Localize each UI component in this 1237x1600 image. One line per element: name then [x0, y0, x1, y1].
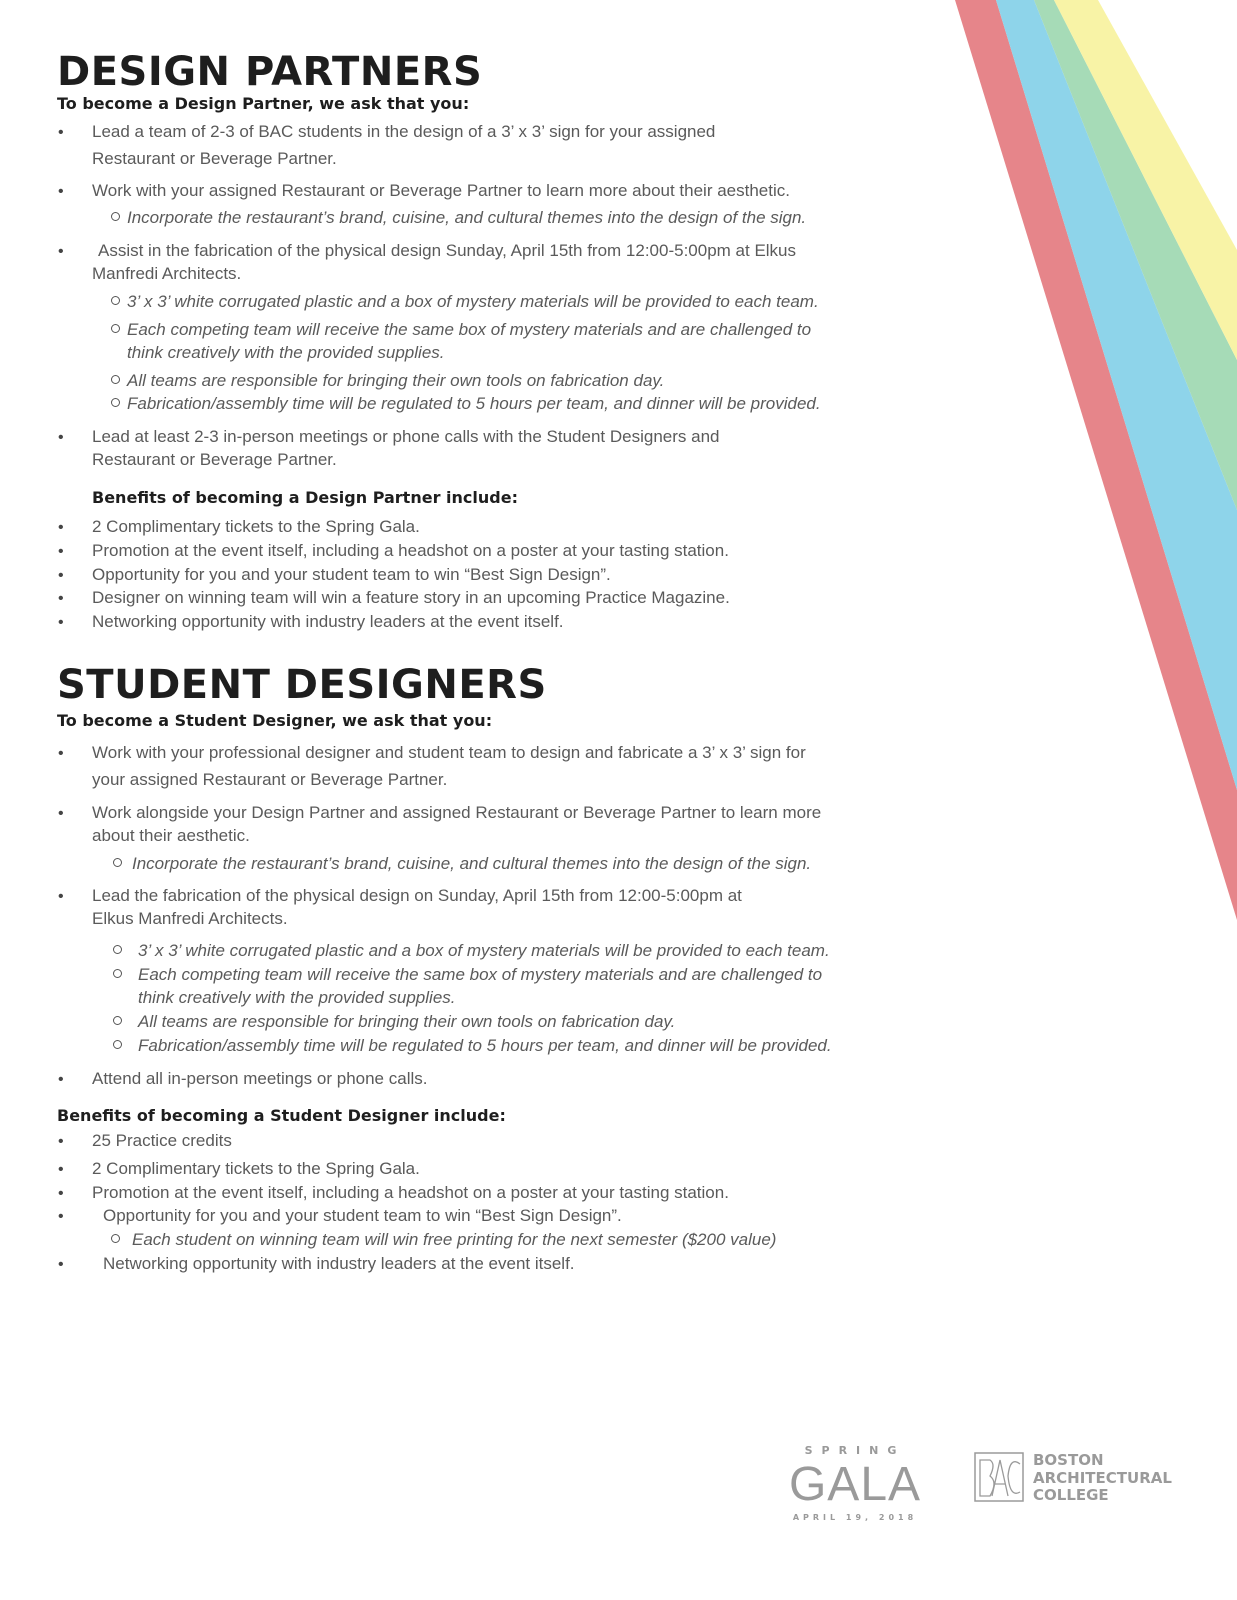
- design-partners-title: DESIGN PARTNERS: [57, 49, 483, 95]
- circle-bullet: [113, 1040, 122, 1049]
- dp-item3-sub3: All teams are responsible for bringing their own tools on fabrication day.: [127, 371, 665, 390]
- circle-bullet: [113, 945, 122, 954]
- dp-item4-line2: Restaurant or Beverage Partner.: [92, 450, 337, 469]
- dp-item3-line1: Assist in the fabrication of the physical design Sunday, April 15th from 12:00-5:00pm at Elkus: [98, 241, 797, 260]
- bullet: •: [58, 1185, 64, 1202]
- dp-item3-sub4: Fabrication/assembly time will be regulated to 5 hours per team, and dinner will be provided.: [127, 394, 821, 413]
- bullet: •: [58, 1161, 64, 1178]
- design-partners-intro: To become a Design Partner, we ask that you:: [57, 94, 470, 113]
- bullet: •: [58, 888, 64, 905]
- bullet: •: [58, 590, 64, 607]
- stripe-red: [955, 0, 1237, 920]
- sd-item3-sub1: 3’ x 3’ white corrugated plastic and a box of mystery materials will be provided to each team.: [138, 941, 830, 960]
- dp-item1-line2: Restaurant or Beverage Partner.: [92, 149, 337, 168]
- dp-item3-sub1: 3’ x 3’ white corrugated plastic and a box of mystery materials will be provided to each team.: [127, 292, 819, 311]
- dp-item3-line2: Manfredi Architects.: [92, 264, 242, 283]
- dp-benefit: Designer on winning team will win a feature story in an upcoming Practice Magazine.: [92, 588, 730, 607]
- college-line: ARCHITECTURAL: [1033, 1468, 1172, 1487]
- dp-benefit: Networking opportunity with industry leaders at the event itself.: [92, 612, 564, 631]
- bullet: •: [58, 519, 64, 536]
- sd-item3-sub2-line1: Each competing team will receive the same box of mystery materials and are challenged to: [138, 965, 823, 984]
- sd-benefit: 25 Practice credits: [92, 1131, 232, 1150]
- circle-bullet: [113, 1016, 122, 1025]
- dp-item2-sub: Incorporate the restaurant’s brand, cuisine, and cultural themes into the design of the sign.: [127, 208, 807, 227]
- sd-item3-line2: Elkus Manfredi Architects.: [92, 909, 288, 928]
- sd-item2-line1: Work alongside your Design Partner and assigned Restaurant or Beverage Partner to learn more: [92, 803, 822, 822]
- dp-benefit: Opportunity for you and your student team to win “Best Sign Design”.: [92, 565, 611, 584]
- bullet: •: [58, 1256, 64, 1273]
- dp-item2: Work with your assigned Restaurant or Beverage Partner to learn more about their aesthetic.: [92, 181, 790, 200]
- bullet: •: [58, 124, 64, 141]
- sd-benefit: 2 Complimentary tickets to the Spring Gala.: [92, 1159, 420, 1178]
- bullet: •: [58, 429, 64, 446]
- sd-benefit: Networking opportunity with industry leaders at the event itself.: [103, 1254, 575, 1273]
- dp-item1-line1: Lead a team of 2-3 of BAC students in the design of a 3’ x 3’ sign for your assigned: [92, 122, 716, 141]
- student-designers-intro: To become a Student Designer, we ask that you:: [57, 711, 493, 730]
- circle-bullet: [111, 375, 120, 384]
- dp-item3-sub2-line2: think creatively with the provided supplies.: [127, 343, 445, 362]
- sd-item2-sub: Incorporate the restaurant’s brand, cuisine, and cultural themes into the design of the sign.: [132, 854, 812, 873]
- stripe-blue: [996, 0, 1237, 790]
- sd-benefit-sub: Each student on winning team will win free printing for the next semester ($200 value): [132, 1230, 777, 1249]
- sd-item3-sub2-line2: think creatively with the provided supplies.: [138, 988, 456, 1007]
- stripe-yellow: [1054, 0, 1237, 360]
- sd-item1-line2: your assigned Restaurant or Beverage Partner.: [92, 770, 448, 789]
- circle-bullet: [111, 324, 120, 333]
- sd-item3-line1: Lead the fabrication of the physical design on Sunday, April 15th from 12:00-5:00pm at: [92, 886, 742, 905]
- circle-bullet: [111, 1234, 120, 1243]
- bullet: •: [58, 183, 64, 200]
- sd-item2-line2: about their aesthetic.: [92, 826, 250, 845]
- college-line: BOSTON: [1033, 1451, 1104, 1469]
- bullet: •: [58, 745, 64, 762]
- circle-bullet: [113, 969, 122, 978]
- spring-gala-logo: [780, 1444, 930, 1522]
- sd-benefits-title: Benefits of becoming a Student Designer include:: [57, 1106, 506, 1125]
- gala-date: APRIL 19, 2018: [792, 1513, 918, 1522]
- dp-benefit: Promotion at the event itself, including a headshot on a poster at your tasting station.: [92, 541, 729, 560]
- circle-bullet: [111, 212, 120, 221]
- stripe-green: [1034, 0, 1237, 510]
- bac-monogram-icon: [974, 1452, 1024, 1502]
- bullet: •: [58, 243, 64, 260]
- dp-item4-line1: Lead at least 2-3 in-person meetings or phone calls with the Student Designers and: [92, 427, 720, 446]
- dp-benefit: 2 Complimentary tickets to the Spring Gala.: [92, 517, 420, 536]
- bullet: •: [58, 1071, 64, 1088]
- bullet: •: [58, 805, 64, 822]
- sd-benefit: Opportunity for you and your student team to win “Best Sign Design”.: [103, 1206, 622, 1225]
- college-line: COLLEGE: [1033, 1486, 1109, 1505]
- bullet: •: [58, 614, 64, 631]
- sd-item4: Attend all in-person meetings or phone calls.: [92, 1069, 428, 1088]
- circle-bullet: [111, 398, 120, 407]
- dp-benefits-title: Benefits of becoming a Design Partner include:: [92, 488, 518, 507]
- college-name: [1033, 1452, 1172, 1505]
- circle-bullet: [111, 296, 120, 305]
- dp-item3-sub2-line1: Each competing team will receive the same box of mystery materials and are challenged to: [127, 320, 812, 339]
- sd-item1-line1: Work with your professional designer and student team to design and fabricate a 3’ x 3’ sign for: [92, 743, 806, 762]
- gala-word: GALA: [788, 1458, 922, 1511]
- bullet: •: [58, 1208, 64, 1225]
- gala-spring-text: SPRING: [804, 1444, 906, 1457]
- bullet: •: [58, 567, 64, 584]
- bullet: •: [58, 543, 64, 560]
- bullet: •: [58, 1133, 64, 1150]
- sd-item3-sub4: Fabrication/assembly time will be regulated to 5 hours per team, and dinner will be provided.: [138, 1036, 832, 1055]
- sd-item3-sub3: All teams are responsible for bringing their own tools on fabrication day.: [138, 1012, 676, 1031]
- student-designers-title: STUDENT DESIGNERS: [57, 662, 547, 708]
- sd-benefit: Promotion at the event itself, including a headshot on a poster at your tasting station.: [92, 1183, 729, 1202]
- circle-bullet: [113, 858, 122, 867]
